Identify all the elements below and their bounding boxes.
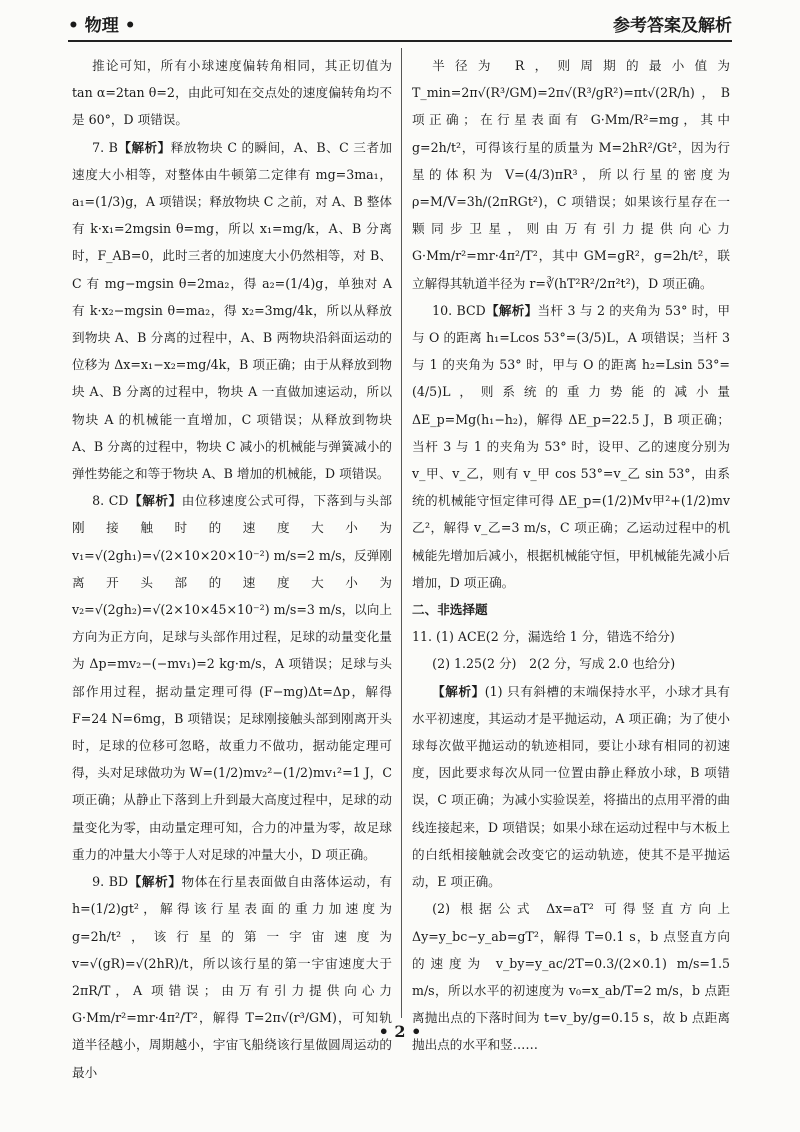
column-divider <box>401 48 402 1018</box>
analysis-tag: 【解析】 <box>117 139 171 155</box>
page-header <box>68 8 732 42</box>
analysis-text: (1) 只有斜槽的末端保持水平，小球才具有水平初速度，其运动才是平抛运动，A 项正确；为了使小球每次做平抛运动的轨迹相同，要让小球有相同的初速度，因此要求每次从同一位置由静止释放小球，B 项错误，C 项正确；为减小实验误差，将描出的点用平滑的曲线连接起来，D 项错误；如果小球在运动过程中与木板上的白纸相接触就会改变它的运动轨迹，使其不是平抛运动，E 项正确。 <box>412 683 731 890</box>
analysis-tag: 【解析】 <box>432 683 485 699</box>
analysis-tag: 【解析】 <box>485 302 538 318</box>
answer-paragraph <box>72 868 392 1086</box>
text-paragraph: 11. (1) ACE(2 分，漏选给 1 分，错选不给分) <box>412 629 675 645</box>
right-column <box>412 52 731 1053</box>
answer-paragraph <box>412 678 730 896</box>
question-number: 7. B <box>92 139 118 155</box>
text-paragraph: (2) 根据公式 Δx=aT² 可得竖直方向上 Δy=y_bc−y_ab=gT²，解得 T=0.1 s，b 点竖直方向的速度为 v_by=y_ac/2T=0.3/(2×0.1) m/s=1.5 m/s，所以水平的初速度为 v₀=x_ab/T=2 m/s，b 点距离抛出点的下落时间为 t=v_by/g=0.15 s，故 b 点距离抛出点的水平和竖…… <box>412 901 730 1053</box>
section-heading: 二、非选择题 <box>412 602 488 618</box>
answer-paragraph <box>72 134 392 488</box>
question-number: 10. BCD <box>432 302 486 318</box>
answer-paragraph <box>412 297 730 596</box>
section-title: 参考答案及解析 <box>613 16 732 36</box>
page-number: • 2 • <box>378 1022 422 1041</box>
question-number: 9. BD <box>92 874 129 890</box>
text-paragraph: 半径为 R，则周期的最小值为 T_min=2π√(R³/GM)=2π√(R³/gR²)=πt√(2R/h)，B 项正确；在行星表面有 G·Mm/R²=mg，其中 g=2h/t²，可得该行星的质量为 M=2hR²/Gt²，因为行星的体积为 V=(4/3)πR³，所以行星的密度为 ρ=M/V=3h/(2πRGt²)，C 项错误；如果该行星存在一颗同步卫星，则由万有引力提供向心力 G·Mm/r²=mr·4π²/T²，其中 GM=gR²，g=2h/t²，联立解得其轨道半径为 r=∛(hT²R²/2π²t²)，D 项正确。 <box>412 58 730 291</box>
analysis-text: 物体在行星表面做自由落体运动，有 h=(1/2)gt²，解得该行星表面的重力加速度为 g=2h/t²，该行星的第一宇宙速度为 v=√(gR)=√(2hR)/t，所以该行星的第一宇宙速度大于 2πR/T，A 项错误；由万有引力提供向心力 G·Mm/r²=mr·4π²/T²，解得 T=2π√(r³/GM)，可知轨道半径越小，周期越小，宇宙飞船绕该行星做圆周运动的最小 <box>72 874 393 1080</box>
analysis-text: 当杆 3 与 2 的夹角为 53° 时，甲与 O 的距离 h₁=Lcos 53°=(3/5)L，A 项错误；当杆 3 与 1 的夹角为 53° 时，甲与 O 的距离 h₂=Lsin 53°=(4/5)L，则系统的重力势能的减小量 ΔE_p=Mg(h₁−h₂)，解得 ΔE_p=22.5 J，B 项正确；当杆 3 与 1 的夹角为 53° 时，设甲、乙的速度分别为 v_甲、v_乙，则有 v_甲 cos 53°=v_乙 sin 53°，由系统的机械能守恒定律可得 ΔE_p=(1/2)Mv甲²+(1/2)mv乙²，解得 v_乙=3 m/s，C 项正确；乙运动过程中的机械能先增加后减小，根据机械能守恒，甲机械能先减小后增加，D 项正确。 <box>412 302 730 590</box>
analysis-text: 由位移速度公式可得，下落到与头部刚接触时的速度大小为 v₁=√(2gh₁)=√(2×10×20×10⁻²) m/s=2 m/s，反弹刚离开头部的速度大小为 v₂=√(2gh₂)=√(2×10×45×10⁻²) m/s=3 m/s，以向上方向为正方向，足球与头部作用过程，足球的动量变化量为 Δp=mv₂−(−mv₁)=2 kg·m/s，A 项错误；足球与头部作用过程，据动量定理可得 (F−mg)Δt=Δp，解得 F=24 N=6mg，B 项错误；足球刚接触头部到刚离开头时，足球的位移可忽略，故重力不做功，据动能定理可得，头对足球做功为 W=(1/2)mv₂²−(1/2)mv₁²=1 J，C 项正确；从静止下落到上升到最大高度过程中，足球的动量变化为零，由动量定理可知，合力的冲量为零，故足球重力的冲量大小等于人对足球的冲量大小，D 项正确。 <box>72 493 392 862</box>
answer-paragraph <box>72 487 392 868</box>
text-paragraph: 推论可知，所有小球速度偏转角相同，其正切值为 tan α=2tan θ=2，由此可知在交点处的速度偏转角均不是 60°，D 项错误。 <box>72 58 392 128</box>
analysis-text: 释放物块 C 的瞬间，A、B、C 三者加速度大小相等，对整体由牛顿第二定律有 mg=3ma₁，a₁=(1/3)g，A 项错误；释放物块 C 之前，对 A、B 整体有 k·x₁=2mgsin θ=mg，所以 x₁=mg/k，A、B 分离时，F_AB=0，此时三者的加速度大小仍然相等，对 B、C 有 mg−mgsin θ=2ma₂，得 a₂=(1/4)g，单独对 A 有 k·x₂−mgsin θ=ma₂，得 x₂=3mg/4k，所以从释放到物块 A、B 分离的过程中，A、B 两物块沿斜面运动的位移为 Δx=x₁−x₂=mg/4k，B 项正确；由于从释放到物块 A、B 分离的过程中，物块 A 一直做加速运动，所以物块 A 的机械能一直增加，C 项错误；从释放到物块 A、B 分离的过程中，物块 C 减小的机械能与弹簧减小的弹性势能之和等于物块 A、B 增加的机械能，D 项错误。 <box>72 139 392 482</box>
analysis-tag: 【解析】 <box>128 874 182 890</box>
subject-label: • 物理 • <box>68 16 136 36</box>
text-paragraph: (2) 1.25(2 分) 2(2 分，写成 2.0 也给分) <box>432 656 676 672</box>
left-column <box>72 52 393 1080</box>
question-number: 8. CD <box>92 493 129 509</box>
analysis-tag: 【解析】 <box>128 493 182 509</box>
